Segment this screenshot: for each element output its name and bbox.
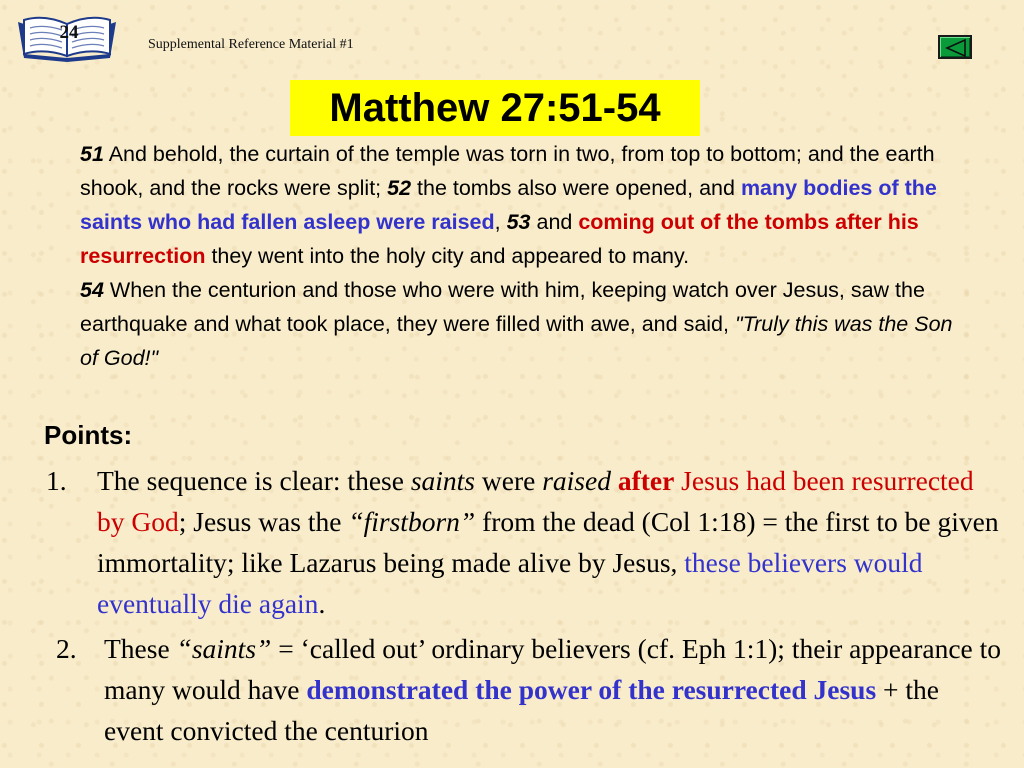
point-2-blue-phrase: demonstrated the power of the resurrected Jesus <box>306 674 877 705</box>
point-1-text-h: ; Jesus was the <box>178 506 349 537</box>
back-button[interactable] <box>938 35 972 59</box>
slide-title: Matthew 27:51-54 <box>329 85 661 130</box>
verse-51-text: And behold, the curtain of the temple was torn in two, from top to bottom; and the earth shook, and the rocks were split; <box>80 142 935 200</box>
points-heading: Points: <box>44 420 133 450</box>
verse-54-quote: "Truly this was the Son of God!" <box>80 312 953 370</box>
verse-52-text-end: , <box>494 210 507 234</box>
point-1-saints: saints <box>410 465 475 496</box>
point-text <box>104 628 1004 751</box>
verse-54-text: When the centurion and those who were with him, keeping watch over Jesus, saw the earthquake and what took place, they were filled with awe, and said, <box>80 278 925 336</box>
point-1-red-phrase: Jesus had been resurrected by God <box>97 465 974 537</box>
title-highlight <box>290 80 700 136</box>
point-1-after: after <box>617 465 675 496</box>
point-1-firstborn: “firstborn” <box>348 506 476 537</box>
point-2-text-e: + the event convicted the centurion <box>104 674 940 746</box>
point-text <box>97 460 1002 624</box>
verse-53-text-end: they went into the holy city and appeared to many. <box>205 244 690 268</box>
point-number: 1. <box>46 465 67 496</box>
verse-number-53: 53 <box>506 210 531 234</box>
verse-52-text: the tombs also were opened, and <box>411 176 741 200</box>
point-2-text-c: = ‘called out’ ordinary believers (cf. Eph 1:1); their appearance to many would have <box>104 633 1002 705</box>
verse-53-emphasis: coming out of the tombs after his resurrection <box>80 210 919 268</box>
verse-number-52: 52 <box>387 176 412 200</box>
point-2-text-a: These <box>104 633 177 664</box>
back-triangle-icon <box>945 39 967 57</box>
point-1-text-j: from the dead (Col 1:18) = the first to be given immortality; like Lazarus being made alive by Jesus, <box>97 506 999 578</box>
slide-subtitle: Supplemental Reference Material #1 <box>148 37 354 52</box>
point-1-text-c: were <box>475 465 543 496</box>
point-1-text-a: The sequence is clear: these <box>97 465 411 496</box>
point-1-raised: raised <box>542 465 611 496</box>
page-number: 24 <box>59 22 79 43</box>
verse-number-54: 54 <box>80 278 104 302</box>
point-1-space <box>611 465 618 496</box>
point-1-blue-phrase: these believers would eventually die again <box>97 547 923 619</box>
verse-52-emphasis: many bodies of the saints who had fallen asleep were raised <box>80 176 937 234</box>
point-2-saints: “saints” <box>176 633 272 664</box>
point-1-period: . <box>318 588 326 619</box>
verse-number-51: 51 <box>80 142 104 166</box>
point-number: 2. <box>56 633 77 664</box>
scripture-passage <box>80 137 960 375</box>
verse-53-text: and <box>530 210 579 234</box>
